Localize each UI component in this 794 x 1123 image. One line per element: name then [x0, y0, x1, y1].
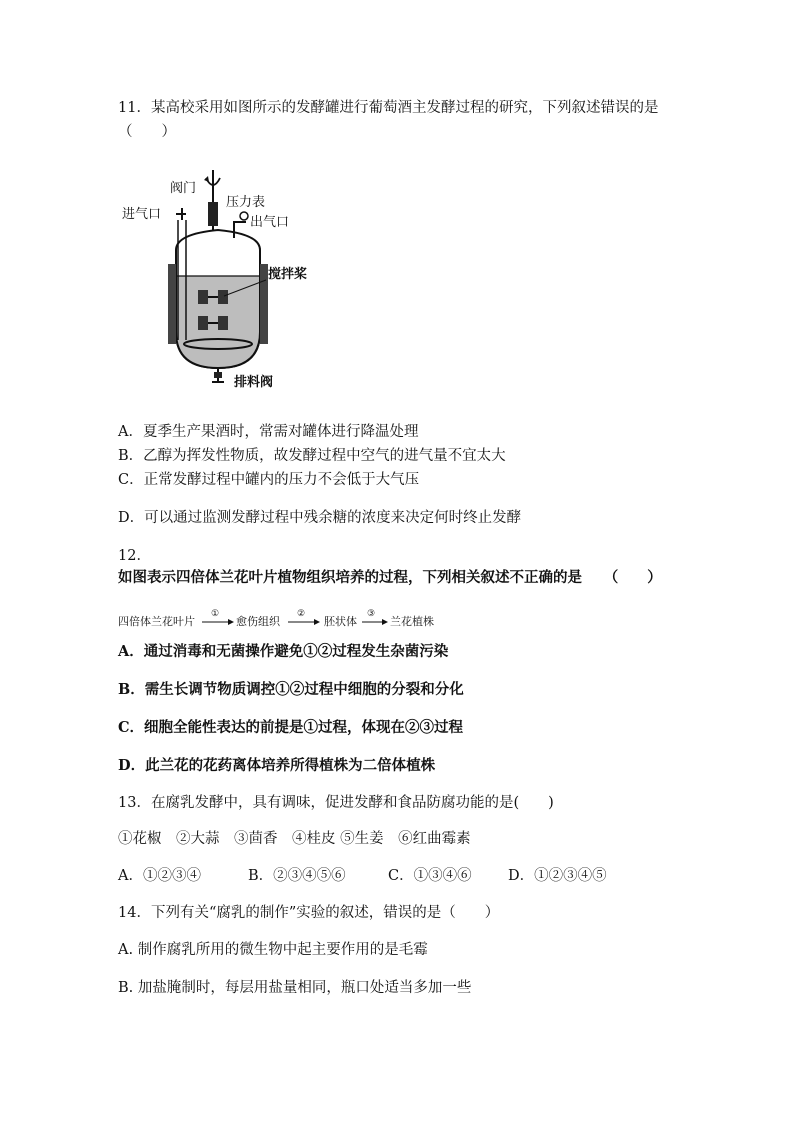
q11-stem-line1: 11．某高校采用如图所示的发酵罐进行葡萄酒主发酵过程的研究，下列叙述错误的是: [118, 100, 659, 116]
flow-step-plant: 兰花植株: [390, 615, 434, 628]
flow-step-callus: 愈伤组织: [236, 615, 280, 628]
q12-stem: 如图表示四倍体兰花叶片植物组织培养的过程，下列相关叙述不正确的是 （ ）: [118, 569, 662, 586]
q11-option-c: C．正常发酵过程中罐内的压力不会低于大气压: [118, 472, 420, 488]
q12-number: 12．: [118, 548, 151, 564]
q14-stem: 14．下列有关“腐乳的制作”实验的叙述，错误的是（ ）: [118, 905, 500, 921]
fermenter-diagram: [118, 168, 318, 393]
q13-stem: 13．在腐乳发酵中，具有调味，促进发酵和食品防腐功能的是( ): [118, 795, 554, 811]
label-outlet: 出气口: [250, 215, 290, 230]
q12-flow-diagram: [118, 606, 458, 634]
q13-option-c: C．①③④⑥: [388, 868, 472, 884]
q13-option-d: D．①②③④⑤: [508, 868, 607, 884]
flow-marker-3: ③: [367, 609, 376, 619]
q11-stem-line2: （ ）: [118, 124, 176, 140]
flow-step-embryoid: 胚状体: [324, 615, 357, 628]
flow-step-leaf: 四倍体兰花叶片: [118, 615, 195, 628]
q13-items: ①花椒 ②大蒜 ③茴香 ④桂皮 ⑤生姜 ⑥红曲霉素: [118, 831, 471, 847]
q12-option-d: D．此兰花的花药离体培养所得植株为二倍体植株: [118, 757, 436, 774]
q12-option-c: C．细胞全能性表达的前提是①过程，体现在②③过程: [118, 719, 464, 736]
flow-marker-2: ②: [297, 609, 306, 619]
q14-option-b: B. 加盐腌制时，每层用盐量相同，瓶口处适当多加一些: [118, 980, 472, 996]
flow-marker-1: ①: [211, 609, 220, 619]
fermenter-figure: [118, 168, 318, 393]
q12-option-a: A．通过消毒和无菌操作避免①②过程发生杂菌污染: [118, 643, 449, 660]
q13-option-b: B．②③④⑤⑥: [248, 868, 346, 884]
q12-option-b: B．需生长调节物质调控①②过程中细胞的分裂和分化: [118, 681, 464, 698]
label-valve: 阀门: [170, 181, 197, 196]
q13-option-a: A．①②③④: [118, 868, 201, 884]
q14-option-a: A. 制作腐乳所用的微生物中起主要作用的是毛霉: [118, 942, 428, 958]
label-stirrer: 搅拌桨: [268, 267, 308, 282]
q11-option-d: D．可以通过监测发酵过程中残余糖的浓度来决定何时终止发酵: [118, 510, 522, 526]
label-pressure-gauge: 压力表: [226, 195, 266, 210]
q11-option-a: A．夏季生产果酒时，常需对罐体进行降温处理: [118, 424, 419, 440]
label-drain-valve: 排料阀: [234, 375, 274, 390]
label-inlet: 进气口: [122, 207, 162, 222]
q11-option-b: B．乙醇为挥发性物质，故发酵过程中空气的进气量不宜太大: [118, 448, 506, 464]
